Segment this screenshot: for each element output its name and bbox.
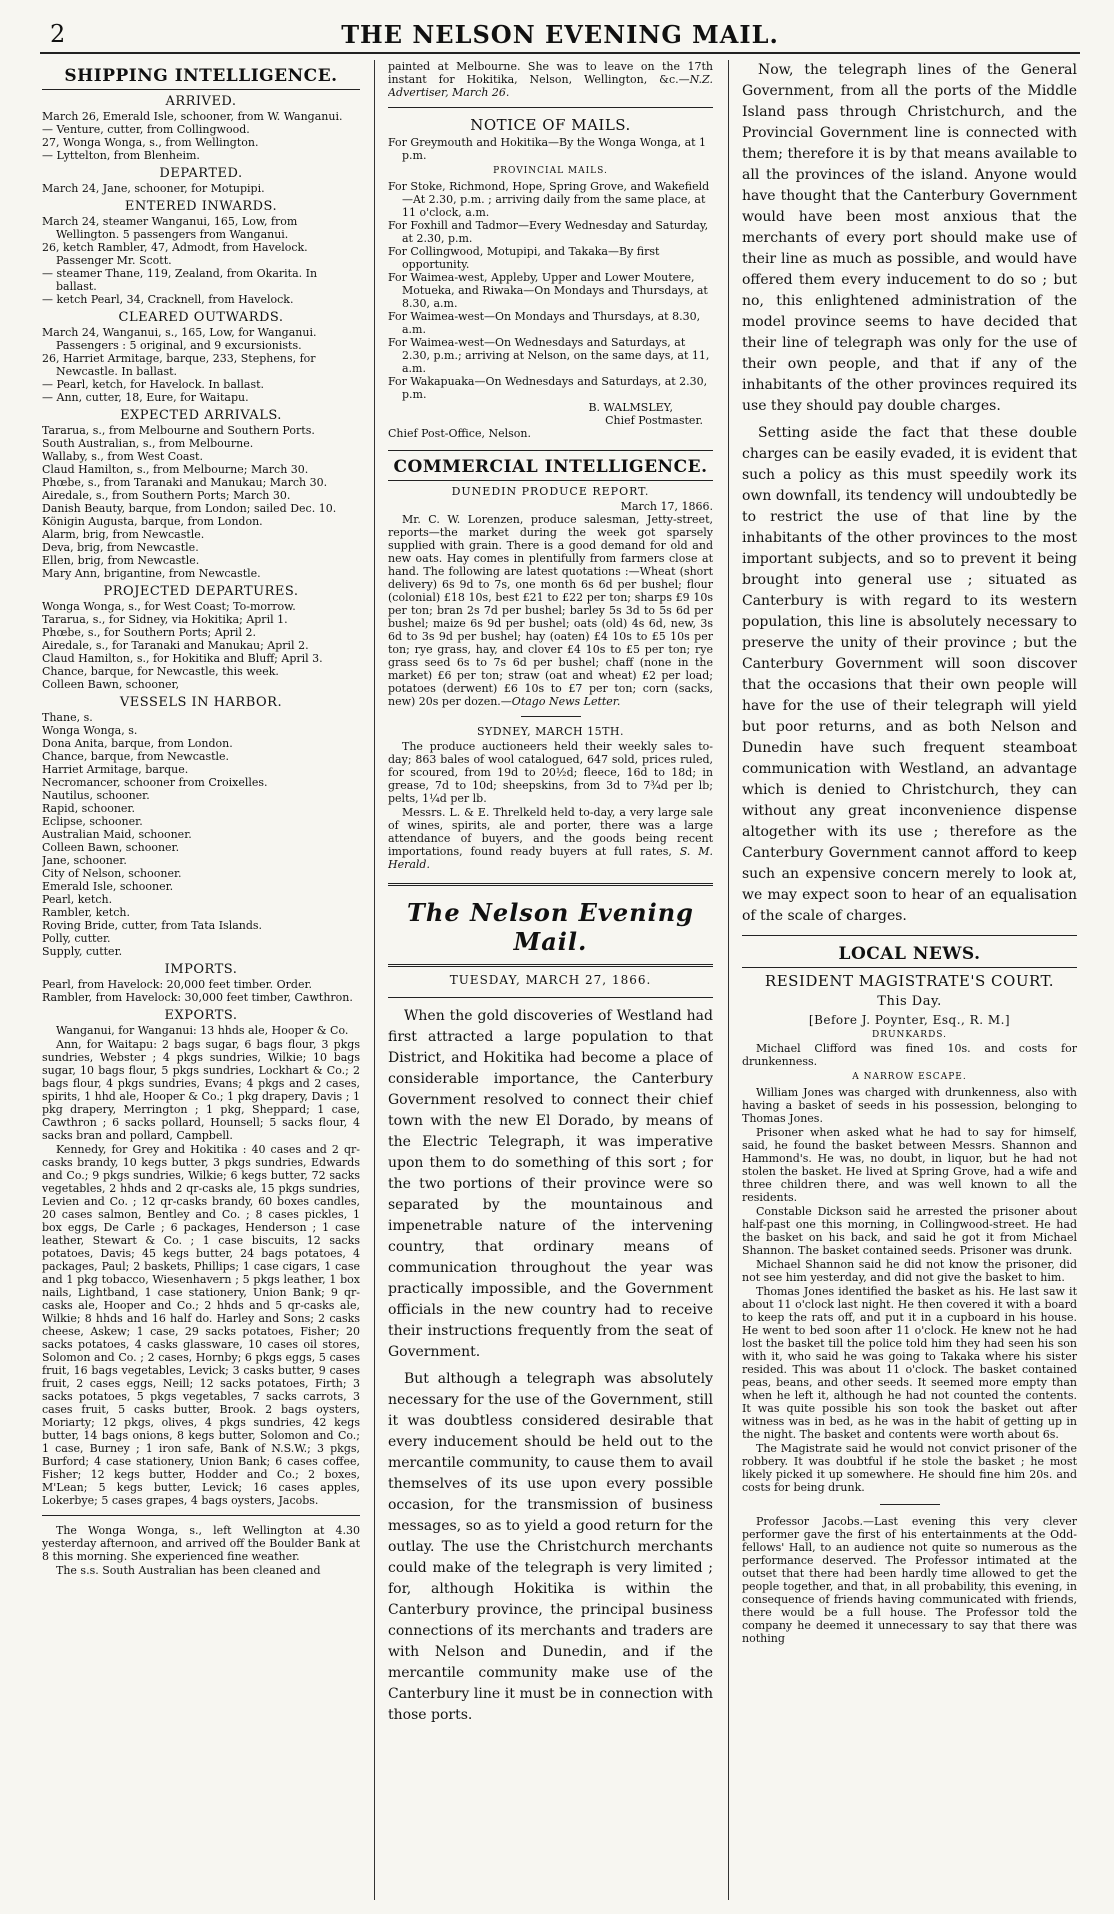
list-item: Alarm, brig, from Newcastle. — [42, 528, 205, 541]
list-item: March 26, Emerald Isle, schooner, from W. Wanganui. — [42, 110, 343, 123]
list-item: Phœbe, s., for Southern Ports; April 2. — [42, 626, 256, 639]
list-item: Necromancer, schooner from Croixelles. — [42, 776, 268, 789]
sydney-heading: SYDNEY, MARCH 15TH. — [476, 725, 625, 738]
list-item: Deva, brig, from Newcastle. — [42, 541, 199, 554]
mails-heading: NOTICE OF MAILS. — [470, 116, 631, 134]
escape-heading: A NARROW ESCAPE. — [852, 1072, 967, 1082]
editorial-paragraph: When the gold discoveries of Westland had first attracted a large population to that District, and Hokitika had become a place of considerable importance, the Canterbury Government resolved to connect their chief town with the new El Dorado, by means of the Electric Telegraph, it was imperative upon them to do something of this sort ; for the two portions of their province were so separated by the mountainous and impenetrable nature of the intervening country, that ordinary means of communication throughout the year was practically impossible, and the Government officials in the new country had to receive their instructions frequently from the seat of Government. — [388, 1008, 713, 1360]
list-item: — Ann, cutter, 18, Eure, for Waitapu. — [42, 391, 249, 404]
signature-title: Chief Postmaster. — [605, 414, 703, 427]
divider — [388, 964, 713, 967]
provincial-mails-heading: PROVINCIAL MAILS. — [493, 166, 608, 176]
editorial-paragraph: Now, the telegraph lines of the General Government, from all the ports of the Middle Island pass through Christchurch, and the Provincial Government line is connected with them; therefore it is by that means available to all the provinces of the island. Anyone would have thought that the Canterbury Government would have been most anxious that the merchants of every port should make use of their line as much as possible, and would have offered them every inducement to do so ; but no, this enlightened administration of the model province seems to have decided that their line of telegraph was only for the use of their own people, and that if any of the inhabitants of the other provinces required its use they should pay double charges. — [742, 62, 1077, 414]
court-day: This Day. — [877, 994, 942, 1009]
divider — [388, 997, 713, 998]
list-item: Dona Anita, barque, from London. — [42, 737, 233, 750]
divider — [42, 1515, 360, 1516]
list-item: Wonga Wonga, s., for West Coast; To-morrow. — [42, 600, 296, 613]
exports-paragraph: Wanganui, for Wanganui: 13 hhds ale, Hooper & Co. — [56, 1024, 349, 1037]
column-shipping — [42, 60, 360, 1900]
list-item: 26, ketch Rambler, 47, Admodt, from Havelock. Passenger Mr. Scott. — [42, 241, 308, 267]
list-item: Emerald Isle, schooner. — [42, 880, 174, 893]
list-item: Ellen, brig, from Newcastle. — [42, 554, 200, 567]
list-item: City of Nelson, schooner. — [42, 867, 182, 880]
projected-heading: PROJECTED DEPARTURES. — [103, 584, 299, 599]
mail-item: For Wakapuaka—On Wednesdays and Saturdays, at 2.30, p.m. — [388, 375, 708, 401]
court-heading: RESIDENT MAGISTRATE'S COURT. — [764, 972, 1055, 990]
list-item: Airedale, s., for Taranaki and Manukau; April 2. — [42, 639, 309, 652]
exports-paragraph: Ann, for Waitapu: 2 bags sugar, 6 bags flour, 3 pkgs sundries, Webster ; 4 pkgs sundries, Wilkie; 10 bags sugar, 10 bags flour, 5 pkgs sundries, Lockhart & Co.; 2 bags flour, 4 pkgs sundries, Evans; 4 pkgs and 2 cases, spirits, 1 hhd ale, Hooper & Co.; 1 pkg drapery, Davis ; 1 pkg drapery, Merrington ; 1 pkg, Sheppard; 1 case, Cawthron ; 6 sacks pollard, Hounsell; 5 sacks flour, 4 sacks bran and pollard, Campbell. — [42, 1038, 360, 1142]
court-paragraph: Michael Clifford was fined 10s. and costs for drunkenness. — [742, 1042, 1077, 1068]
cleared-heading: CLEARED OUTWARDS. — [118, 310, 284, 325]
list-item: Königin Augusta, barque, from London. — [42, 515, 263, 528]
mail-item: For Waimea-west—On Mondays and Thursdays, at 8.30, a.m. — [388, 310, 701, 336]
report-date: March 17, 1866. — [620, 500, 713, 513]
list-item: Colleen Bawn, schooner. — [42, 841, 180, 854]
list-item: Wonga Wonga, s. — [42, 724, 138, 737]
divider — [388, 107, 713, 108]
produce-report: Mr. C. W. Lorenzen, produce salesman, Jetty-street, reports—the market during the week got sparsely supplied with grain. There is a good demand for old and new oats. Hay comes in plentifully from farmers close at hand. The following are latest quotations :—Wheat (short delivery) 6s 9d to 7s, one month 6s 6d per bushel; flour (colonial) £18 10s, best £21 to £22 per ton; sharps £9 10s per ton; bran 2s 7d per bushel; barley 5s 3d to 5s 6d per bushel; maize 6s 9d per bushel; oats (old) 4s 6d, new, 3s 6d to 3s 9d per bushel; hay (oaten) £4 10s to £5 10s per ton; rye grass, hay, and clover £4 10s to £5 per ton; rye grass seed 6s to 7s 6d per bushel; chaff (none in the market) £6 per ton; straw (oat and wheat) £2 per load; potatoes (derwent) £6 10s to £7 per ton; corn (sacks, new) 20s per dozen.—Otago News Letter. — [388, 513, 713, 708]
editorial-date: TUESDAY, MARCH 27, 1866. — [449, 973, 652, 987]
list-item: Tararua, s., for Sidney, via Hokitika; April 1. — [42, 613, 288, 626]
masthead — [40, 18, 1080, 54]
list-item: Supply, cutter. — [42, 945, 123, 958]
departed-heading: DEPARTED. — [159, 166, 243, 181]
list-item: — ketch Pearl, 34, Cracknell, from Havelock. — [42, 293, 294, 306]
divider — [742, 935, 1077, 936]
list-item: March 24, Wanganui, s., 165, Low, for Wanganui. Passengers : 5 original, and 9 excursionists. — [42, 326, 317, 352]
list-item: Jane, schooner. — [42, 854, 127, 867]
list-item: Pearl, ketch. — [42, 893, 113, 906]
entered-heading: ENTERED INWARDS. — [124, 199, 278, 214]
column-local — [742, 60, 1077, 1900]
list-item: Chance, barque, for Newcastle, this week. — [42, 665, 279, 678]
court-paragraph: William Jones was charged with drunkenness, also with having a basket of seeds in his possession, belonging to Thomas Jones. — [742, 1086, 1077, 1125]
expected-heading: EXPECTED ARRIVALS. — [120, 408, 282, 423]
list-item: March 24, Jane, schooner, for Motupipi. — [42, 182, 265, 195]
list-item: Harriet Armitage, barque. — [42, 763, 189, 776]
list-item: — Venture, cutter, from Collingwood. — [42, 123, 250, 136]
court-paragraph: The Magistrate said he would not convict prisoner of the robbery. It was doubtful if he stole the basket ; he most likely picked it up somewhere. He should fine him 20s. and costs for being drunk. — [742, 1442, 1077, 1494]
list-item: Australian Maid, schooner. — [42, 828, 192, 841]
shipping-note: The s.s. South Australian has been cleaned and — [56, 1564, 321, 1577]
list-item: Tararua, s., from Melbourne and Southern Ports. — [42, 424, 315, 437]
list-item: — Pearl, ketch, for Havelock. In ballast. — [42, 378, 265, 391]
shipping-note: The Wonga Wonga, s., left Wellington at 4.30 yesterday afternoon, and arrived off the Boulder Bank at 8 this morning. She experienced fine weather. — [42, 1524, 360, 1563]
mail-item: For Greymouth and Hokitika—By the Wonga Wonga, at 1 p.m. — [388, 136, 707, 162]
nameplate: The Nelson Evening Mail. — [407, 898, 694, 956]
editorial-paragraph: But although a telegraph was absolutely necessary for the use of the Government, still it was doubtless considered desirable that every inducement should be held out to the mercantile community, to cause them to avail themselves of its use upon every possible occasion, for the transmission of business messages, so as to yield a good return for the outlay. The use the Christchurch merchants could make of the telegraph is very limited ; for, although Hokitika is within the Canterbury province, the principal business connections of its merchants and traders are with Nelson and Dunedin, and if the mercantile community make use of the Canterbury line it must be in connection with those ports. — [388, 1371, 713, 1723]
list-item: — Lyttelton, from Blenheim. — [42, 149, 200, 162]
court-paragraph: Michael Shannon said he did not know the prisoner, did not see him yesterday, and did not give the basket to him. — [742, 1258, 1077, 1284]
exports-paragraph: Kennedy, for Grey and Hokitika : 40 cases and 2 qr-casks brandy, 10 kegs butter, 3 pkgs sundries, Edwards and Co.; 9 pkgs sundries, Wilkie; 6 kegs butter, 72 sacks vegetables, 2 hhds and 2 qr-casks ale, 15 pkgs sundries, Levien and Co. ; 12 qr-casks brandy, 60 boxes candles, 20 cases salmon, Bentley and Co. ; 8 cases pickles, 1 box eggs, De Carle ; 6 packages, Henderson ; 1 case leather, Stewart & Co. ; 1 case biscuits, 12 sacks potatoes, Davis; 45 kegs butter, 24 bags potatoes, 4 packages, Paul; 2 baskets, Phillips; 1 case cigars, 1 case and 1 pkg tobacco, Wiesenhavern ; 5 pkgs leather, 1 box nails, Lightband, 1 case stationery, Union Bank; 9 qr-casks ale, Hooper and Co.; 2 hhds and 5 qr-casks ale, Wilkie; 8 hhds and 16 half do. Harley and Sons; 2 casks cheese, Askew; 1 case, 29 sacks potatoes, Fisher; 20 sacks potatoes, 4 casks glassware, 10 cases oil stores, Solomon and Co. ; 2 cases, Hornby; 6 pkgs eggs, 5 cases fruit, 16 bags vegetables, Levick; 3 casks butter, 9 cases fruit, 2 cases eggs, Neill; 12 sacks potatoes, Firth; 3 sacks potatoes, 5 pkgs vegetables, 7 sacks carrots, 3 cases fruit, 5 casks butter, Brook. 2 bags oysters, Moriarty; 12 pkgs, olives, 4 pkgs sundries, 42 kegs butter, 14 bags onions, 8 kegs butter, Solomon and Co.; 1 case, Burney ; 1 iron safe, Bank of N.S.W.; 3 pkgs, Burford; 4 case stationery, Union Bank; 6 cases coffee, Fisher; 12 kegs butter, Hodder and Co.; 2 boxes, M'Lean; 5 kegs butter, Levick; 16 cases apples, Lokerbye; 5 cases grapes, 4 bags oysters, Jacobs. — [42, 1143, 360, 1507]
editorial-paragraph: Setting aside the fact that these double charges can be easily evaded, it is evident that such a policy as this must speedily work its own downfall, its tendency will undoubtedly be to restrict the use of that line by the inhabitants of the other provinces to the most important subjects, and so to prevent it being brought into general use ; situated as Canterbury is with regard to its western population, this line is absolutely necessary to preserve the unity of their province ; but the Canterbury Government will soon discover that the occasions that their own people will have for the use of their telegraph will yield but poor returns, and as both Nelson and Dunedin have such frequent steamboat communication with Westland, an advantage which is denied to Christchurch, they can without any great inconvenience dispense altogether with its use ; therefore as the Canterbury Government cannot afford to keep such an expensive concern merely to look at, we may expect soon to hear of an equalisation of the scale of charges. — [742, 425, 1077, 924]
mail-item: For Waimea-west—On Wednesdays and Saturdays, at 2.30, p.m.; arriving at Nelson, on the same days, at 11, a.m. — [388, 336, 710, 375]
sydney-paragraph: The produce auctioneers held their weekly sales to-day; 863 bales of wool catalogued, 647 sold, prices ruled, for scoured, from 19d to 20½d; fleece, 16d to 18d; in grease, 7d to 10d; sheepskins, from 3d to 7¾d per lb; pelts, 1¼d per lb. — [388, 740, 713, 805]
local-news-heading: LOCAL NEWS. — [742, 944, 1077, 968]
list-item: Chance, barque, from Newcastle. — [42, 750, 230, 763]
list-item: Claud Hamilton, s., from Melbourne; March 30. — [42, 463, 309, 476]
list-item: Airedale, s., from Southern Ports; March 30. — [42, 489, 291, 502]
list-item: Phœbe, s., from Taranaki and Manukau; March 30. — [42, 476, 328, 489]
list-item: 27, Wonga Wonga, s., from Wellington. — [42, 136, 259, 149]
mail-item: For Collingwood, Motupipi, and Takaka—By first opportunity. — [388, 245, 660, 271]
list-item: Eclipse, schooner. — [42, 815, 143, 828]
divider — [388, 883, 713, 886]
imports-heading: IMPORTS. — [164, 962, 238, 977]
list-item: Danish Beauty, barque, from London; sailed Dec. 10. — [42, 502, 337, 515]
list-item: 26, Harriet Armitage, barque, 233, Stephens, for Newcastle. In ballast. — [42, 352, 316, 378]
court-paragraph: Thomas Jones identified the basket as his. He last saw it about 11 o'clock last night. He then covered it with a board to keep the rats off, and put it in a cupboard in his house. He went to bed soon after 11 o'clock. He knew not he had lost the basket till the police told him they had seen his son with it, who said he was going to Takaka where his sister resided. This was about 11 o'clock. The basket contained peas, beans, and other seeds. It seemed more empty than when he left it, although he had not counted the contents. It was quite possible his son took the basket out after witness was in bed, as he was in the habit of getting up in the night. The basket and contents were worth about 6s. — [742, 1285, 1077, 1441]
divider — [880, 1504, 940, 1505]
mail-item: For Foxhill and Tadmor—Every Wednesday and Saturday, at 2.30, p.m. — [388, 219, 709, 245]
list-item: Polly, cutter. — [42, 932, 111, 945]
list-item: Wallaby, s., from West Coast. — [42, 450, 203, 463]
commercial-heading: COMMERCIAL INTELLIGENCE. — [388, 450, 713, 481]
column-center — [388, 60, 713, 1900]
divider — [521, 716, 581, 717]
continued-text: painted at Melbourne. She was to leave on the 17th instant for Hokitika, Nelson, Wellington, &c.—N.Z. Advertiser, March 26. — [388, 60, 713, 99]
court-before: [Before J. Poynter, Esq., R. M.] — [808, 1013, 1011, 1027]
list-item: Pearl, from Havelock: 20,000 feet timber. Order. — [42, 978, 312, 991]
list-item: Mary Ann, brigantine, from Newcastle. — [42, 567, 261, 580]
jacobs-paragraph: Professor Jacobs.—Last evening this very clever performer gave the first of his entertainments at the Odd-fellows' Hall, to an audience not quite so numerous as the performance deserved. The Professor intimated at the outset that there had been hardly time allowed to get the people together, and that, in all probability, this evening, in consequence of friends having communicated with friends, there would be a full house. The Professor told the company he deemed it unnecessary to say that there was nothing — [742, 1515, 1077, 1645]
shipping-heading: SHIPPING INTELLIGENCE. — [42, 66, 360, 90]
list-item: Roving Bride, cutter, from Tata Islands. — [42, 919, 263, 932]
arrived-heading: ARRIVED. — [165, 94, 237, 109]
court-paragraph: Constable Dickson said he arrested the prisoner about half-past one this morning, in Collingwood-street. He had the basket on his back, and said he got it from Michael Shannon. The basket contained seeds. Prisoner was drunk. — [742, 1205, 1077, 1257]
list-item: March 24, steamer Wanganui, 165, Low, from Wellington. 5 passengers from Wanganui. — [42, 215, 298, 241]
list-item: Nautilus, schooner. — [42, 789, 150, 802]
newspaper-title: THE NELSON EVENING MAIL. — [341, 20, 779, 49]
list-item: Thane, s. — [42, 711, 93, 724]
mail-item: For Stoke, Richmond, Hope, Spring Grove, and Wakefield—At 2.30, p.m. ; arriving daily from the same place, at 11 o'clock, a.m. — [388, 180, 710, 219]
signature: B. WALMSLEY, — [588, 401, 673, 414]
list-item: Rambler, from Havelock: 30,000 feet timber, Cawthron. — [42, 991, 353, 1004]
list-item: South Australian, s., from Melbourne. — [42, 437, 254, 450]
page-number: 2 — [50, 20, 66, 48]
list-item: Rambler, ketch. — [42, 906, 130, 919]
column-rule — [374, 60, 375, 1900]
post-office: Chief Post-Office, Nelson. — [388, 427, 531, 440]
mail-item: For Waimea-west, Appleby, Upper and Lower Moutere, Motueka, and Riwaka—On Mondays and Thursdays, at 8.30, a.m. — [388, 271, 708, 310]
list-item: Rapid, schooner. — [42, 802, 135, 815]
harbor-heading: VESSELS IN HARBOR. — [119, 695, 283, 710]
court-paragraph: Prisoner when asked what he had to say for himself, said, he found the basket between Messrs. Shannon and Hammond's. He was, no doubt, in liquor, but he had not stolen the basket. He lived at Spring Grove, had a wife and three children there, and was well known to all the residents. — [742, 1126, 1077, 1204]
column-rule — [728, 60, 729, 1900]
drunkards-heading: DRUNKARDS. — [871, 1030, 947, 1040]
list-item: — steamer Thane, 119, Zealand, from Okarita. In ballast. — [42, 267, 318, 293]
list-item: Colleen Bawn, schooner, — [42, 678, 180, 691]
exports-heading: EXPORTS. — [164, 1008, 238, 1023]
sydney-paragraph: Messrs. L. & E. Threlkeld held to-day, a very large sale of wines, spirits, ale and porter, there was a large attendance of buyers, and the goods being recent importations, found ready buyers at full rates, S. M. Herald. — [388, 806, 713, 871]
report-heading: DUNEDIN PRODUCE REPORT. — [451, 485, 650, 498]
list-item: Claud Hamilton, s., for Hokitika and Bluff; April 3. — [42, 652, 323, 665]
